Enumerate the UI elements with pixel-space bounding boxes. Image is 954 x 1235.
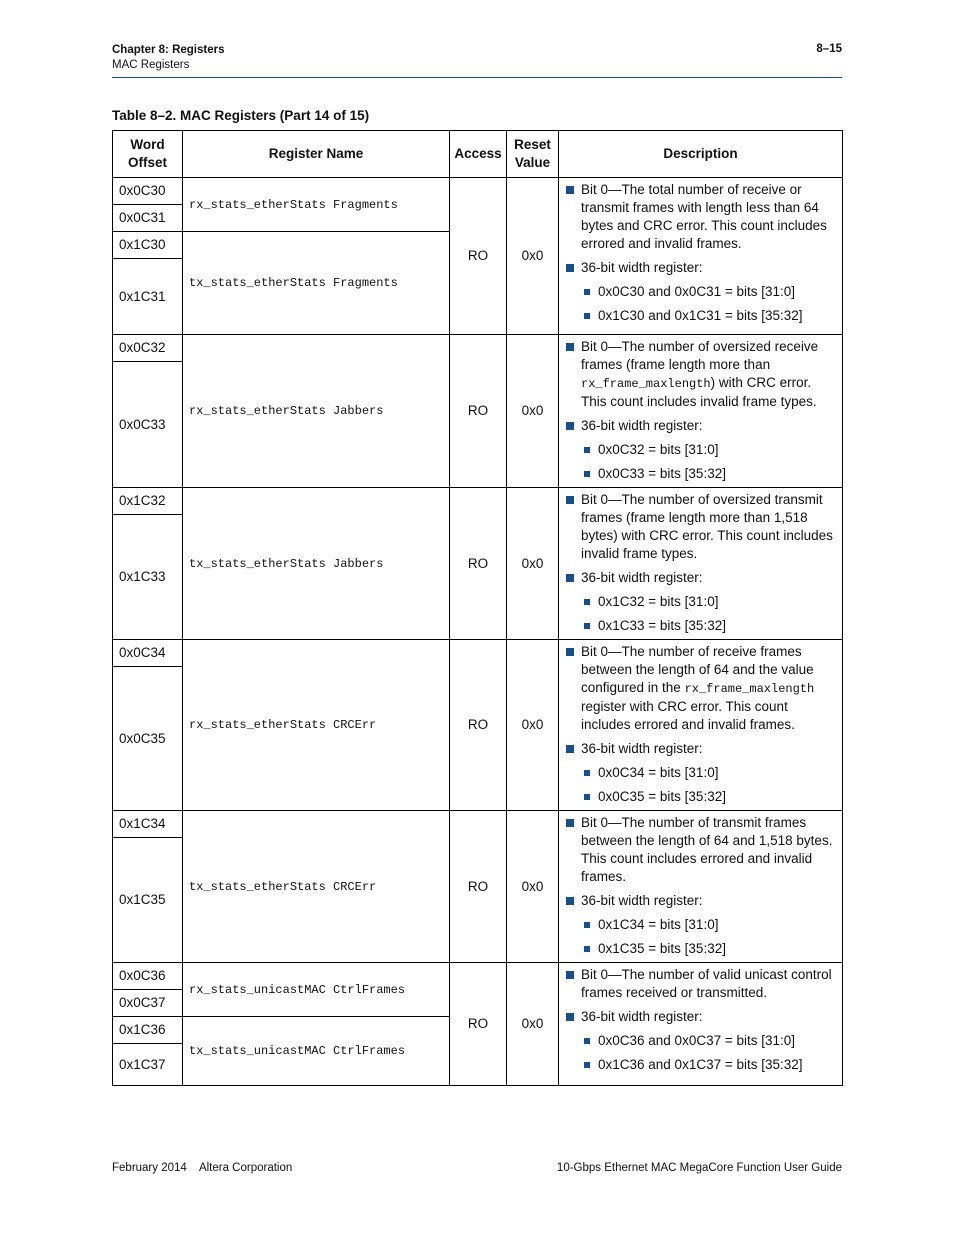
register-name: rx_stats_etherStats Jabbers: [183, 335, 450, 488]
page-number: 8–15: [816, 43, 842, 55]
desc-sub-bullet: 0x1C33 = bits [35:32]: [565, 617, 836, 635]
desc-sub-bullet: 0x1C35 = bits [35:32]: [565, 940, 836, 958]
desc-bullet: Bit 0—The number of transmit frames between the length of 64 and 1,518 bytes. This count includes errored and invalid frames.: [565, 814, 836, 886]
desc-sub-bullet: 0x0C30 and 0x0C31 = bits [31:0]: [565, 283, 836, 301]
description: [559, 335, 843, 488]
word-offset: 0x0C32: [113, 335, 183, 362]
word-offset: 0x0C35: [113, 667, 183, 811]
desc-bullet: 36-bit width register:: [565, 417, 836, 435]
desc-sub-bullet: 0x0C33 = bits [35:32]: [565, 465, 836, 483]
description: [559, 488, 843, 640]
chapter-title: Chapter 8: Registers: [112, 44, 225, 56]
reset-value: 0x0: [507, 640, 559, 811]
word-offset: 0x0C34: [113, 640, 183, 667]
desc-sub-bullet: 0x0C35 = bits [35:32]: [565, 788, 836, 806]
word-offset: 0x0C33: [113, 362, 183, 488]
word-offset: 0x1C36: [113, 1017, 183, 1044]
access-value: RO: [450, 178, 507, 335]
header-rule: [112, 77, 842, 78]
word-offset: 0x1C35: [113, 838, 183, 963]
desc-sub-bullet: 0x1C32 = bits [31:0]: [565, 593, 836, 611]
desc-sub-bullet: 0x0C36 and 0x0C37 = bits [31:0]: [565, 1032, 836, 1050]
footer-left: February 2014 Altera Corporation: [112, 1162, 293, 1174]
word-offset: 0x0C31: [113, 205, 183, 232]
table-row: [113, 963, 843, 990]
access-value: RO: [450, 640, 507, 811]
access-value: RO: [450, 963, 507, 1086]
word-offset: 0x1C34: [113, 811, 183, 838]
word-offset: 0x0C30: [113, 178, 183, 205]
reset-value: 0x0: [507, 335, 559, 488]
register-name: rx_stats_etherStats Fragments: [183, 178, 450, 232]
register-name: tx_stats_etherStats Jabbers: [183, 488, 450, 640]
col-reset-value: Reset Value: [507, 131, 559, 178]
register-name: rx_stats_etherStats CRCErr: [183, 640, 450, 811]
col-description: Description: [559, 131, 843, 178]
register-name: tx_stats_etherStats Fragments: [183, 232, 450, 335]
access-value: RO: [450, 335, 507, 488]
desc-bullet: Bit 0—The number of valid unicast control frames received or transmitted.: [565, 966, 836, 1002]
desc-bullet: 36-bit width register:: [565, 740, 836, 758]
word-offset: 0x1C33: [113, 515, 183, 640]
word-offset: 0x1C37: [113, 1044, 183, 1086]
col-word-offset: Word Offset: [113, 131, 183, 178]
table-row: [113, 335, 843, 362]
mac-registers-table: [112, 130, 843, 1086]
description: [559, 178, 843, 335]
code-text: rx_frame_maxlength: [581, 377, 711, 391]
desc-bullet: 36-bit width register:: [565, 569, 836, 587]
reset-value: 0x0: [507, 963, 559, 1086]
desc-bullet: Bit 0—The number of receive frames between the length of 64 and the value configured in the rx_frame_maxlength register with CRC error. This count includes errored and invalid frames.: [565, 643, 836, 734]
reset-value: 0x0: [507, 178, 559, 335]
desc-bullet: 36-bit width register:: [565, 259, 836, 277]
word-offset: 0x1C31: [113, 259, 183, 335]
col-access: Access: [450, 131, 507, 178]
word-offset: 0x1C32: [113, 488, 183, 515]
word-offset: 0x0C37: [113, 990, 183, 1017]
register-name: tx_stats_unicastMAC CtrlFrames: [183, 1017, 450, 1086]
running-header: [112, 43, 224, 73]
table-row: [113, 811, 843, 838]
desc-sub-bullet: 0x0C34 = bits [31:0]: [565, 764, 836, 782]
table-row: [113, 640, 843, 667]
desc-sub-bullet: 0x1C34 = bits [31:0]: [565, 916, 836, 934]
description: [559, 640, 843, 811]
reset-value: 0x0: [507, 811, 559, 963]
desc-bullet: Bit 0—The total number of receive or transmit frames with length less than 64 bytes and CRC error. This count includes errored and invalid frames.: [565, 181, 836, 253]
desc-bullet: 36-bit width register:: [565, 1008, 836, 1026]
table-row: [113, 178, 843, 205]
word-offset: 0x1C30: [113, 232, 183, 259]
table-caption: Table 8–2. MAC Registers (Part 14 of 15): [112, 108, 370, 123]
desc-sub-bullet: 0x0C32 = bits [31:0]: [565, 441, 836, 459]
footer-right: 10-Gbps Ethernet MAC MegaCore Function User Guide: [556, 1162, 842, 1174]
desc-bullet: 36-bit width register:: [565, 892, 836, 910]
description: [559, 811, 843, 963]
register-name: tx_stats_etherStats CRCErr: [183, 811, 450, 963]
access-value: RO: [450, 811, 507, 963]
desc-sub-bullet: 0x1C30 and 0x1C31 = bits [35:32]: [565, 307, 836, 325]
section-title: MAC Registers: [112, 59, 190, 71]
description: [559, 963, 843, 1086]
word-offset: 0x0C36: [113, 963, 183, 990]
desc-sub-bullet: 0x1C36 and 0x1C37 = bits [35:32]: [565, 1056, 836, 1074]
table-row: [113, 488, 843, 515]
code-text: rx_frame_maxlength: [684, 682, 815, 696]
register-name: rx_stats_unicastMAC CtrlFrames: [183, 963, 450, 1017]
table-header-row: [113, 131, 843, 178]
access-value: RO: [450, 488, 507, 640]
desc-bullet: Bit 0—The number of oversized transmit frames (frame length more than 1,518 bytes) with CRC error. This count includes invalid frame types.: [565, 491, 836, 563]
reset-value: 0x0: [507, 488, 559, 640]
col-register-name: Register Name: [183, 131, 450, 178]
desc-bullet: Bit 0—The number of oversized receive frames (frame length more than rx_frame_maxlength) with CRC error. This count includes invalid frame types.: [565, 338, 836, 411]
